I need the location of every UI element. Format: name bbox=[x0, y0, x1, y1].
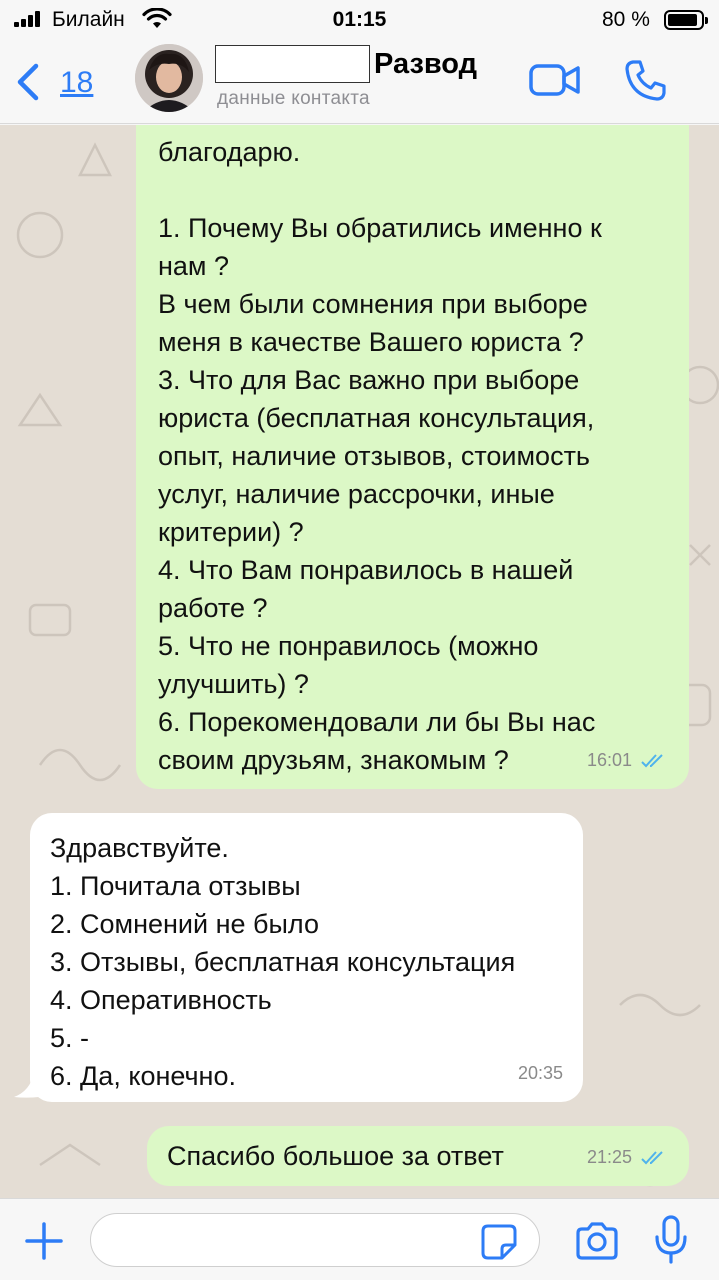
phone-call-icon[interactable] bbox=[624, 58, 668, 102]
status-bar bbox=[0, 0, 719, 40]
message-line: 5. - bbox=[50, 1023, 90, 1053]
back-button[interactable] bbox=[14, 60, 104, 104]
battery-percent: 80 % bbox=[602, 8, 650, 31]
message-line: 2. Сомнений не было bbox=[50, 909, 319, 939]
message-line: благодарю. bbox=[158, 137, 301, 167]
message-text bbox=[50, 829, 563, 1095]
message-line: 3. Что для Вас важно при выборе bbox=[158, 365, 580, 395]
message-input[interactable] bbox=[90, 1213, 540, 1267]
plus-icon[interactable] bbox=[24, 1221, 64, 1261]
chevron-left-icon bbox=[14, 62, 44, 102]
video-call-icon[interactable] bbox=[528, 60, 582, 100]
message-line: Здравствуйте. bbox=[50, 833, 229, 863]
chat-header bbox=[0, 40, 719, 124]
message-line: нам ? bbox=[158, 251, 230, 281]
message-time: 20:35 bbox=[517, 1063, 563, 1083]
message-line: своим друзьям, знакомым ? bbox=[158, 745, 509, 775]
message-bubble-outgoing[interactable] bbox=[136, 125, 689, 789]
message-bubble-incoming[interactable] bbox=[30, 813, 583, 1102]
battery-icon bbox=[664, 10, 704, 30]
message-line: 4. Оперативность bbox=[50, 985, 272, 1015]
message-meta bbox=[587, 1138, 667, 1176]
redacted-name-box bbox=[215, 45, 370, 83]
message-line bbox=[158, 171, 669, 209]
microphone-icon[interactable] bbox=[654, 1215, 688, 1265]
sticker-icon[interactable] bbox=[480, 1223, 518, 1261]
avatar[interactable] bbox=[135, 44, 203, 112]
status-time: 01:15 bbox=[332, 8, 387, 31]
message-line: услуг, наличие рассрочки, иные bbox=[158, 479, 555, 509]
message-line: 1. Почему Вы обратились именно к bbox=[158, 213, 602, 243]
avatar-photo bbox=[135, 44, 203, 112]
carrier-name: Билайн bbox=[52, 8, 125, 31]
message-line: 6. Да, конечно. bbox=[50, 1061, 236, 1091]
camera-icon[interactable] bbox=[574, 1221, 620, 1261]
message-line: улучшить) ? bbox=[158, 669, 309, 699]
unread-count: 18 bbox=[60, 66, 94, 99]
message-line: 3. Отзывы, бесплатная консультация bbox=[50, 947, 516, 977]
message-meta bbox=[587, 741, 667, 779]
contact-info-link[interactable]: данные контакта bbox=[217, 88, 370, 109]
message-text bbox=[158, 133, 669, 779]
contact-name[interactable]: Развод bbox=[374, 48, 478, 80]
message-line: Спасибо большое за ответ bbox=[167, 1141, 504, 1171]
message-line: опыт, наличие отзывов, стоимость bbox=[158, 441, 590, 471]
message-line: юриста (бесплатная консультация, bbox=[158, 403, 595, 433]
message-line: 6. Порекомендовали ли бы Вы нас bbox=[158, 707, 596, 737]
message-line: В чем были сомнения при выборе bbox=[158, 289, 588, 319]
read-ticks-icon bbox=[641, 753, 667, 769]
message-time: 21:25 bbox=[586, 1147, 632, 1167]
message-line: 5. Что не понравилось (можно bbox=[158, 631, 539, 661]
message-time: 16:01 bbox=[586, 750, 632, 770]
message-line: работе ? bbox=[158, 593, 268, 623]
message-line: меня в качестве Вашего юриста ? bbox=[158, 327, 584, 357]
message-line: 1. Почитала отзывы bbox=[50, 871, 301, 901]
input-bar bbox=[0, 1198, 719, 1280]
message-meta bbox=[518, 1054, 563, 1092]
read-ticks-icon bbox=[641, 1150, 667, 1166]
message-line: критерии) ? bbox=[158, 517, 304, 547]
chat-area[interactable] bbox=[0, 125, 719, 1198]
message-bubble-outgoing[interactable] bbox=[147, 1126, 689, 1186]
message-line: 4. Что Вам понравилось в нашей bbox=[158, 555, 574, 585]
